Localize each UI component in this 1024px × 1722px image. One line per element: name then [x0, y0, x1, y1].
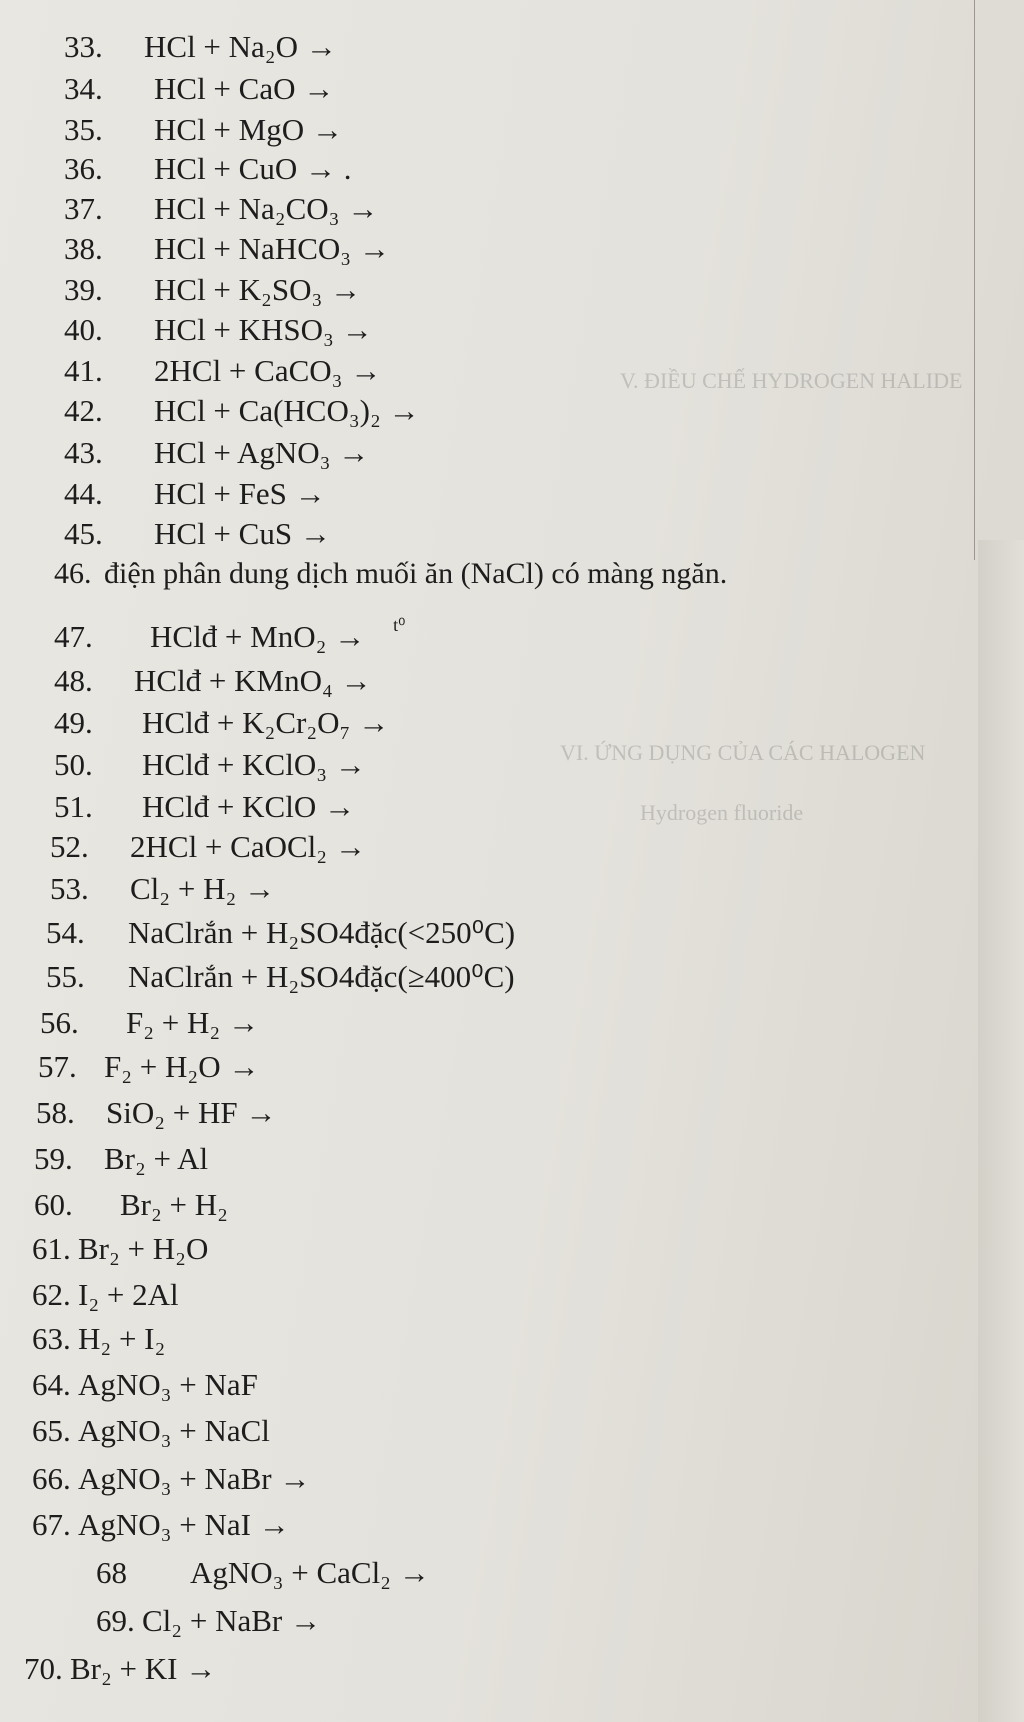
exercise-line [36, 1096, 276, 1130]
exercise-number: 50. [54, 747, 93, 782]
exercise-line [54, 557, 727, 591]
equation: NaClrắn + H₂SO4đặc(≥400⁰C) [128, 959, 515, 994]
equation: HCl + AgNO₃ → [154, 435, 370, 470]
exercise-line [54, 615, 406, 658]
equation: AgNO₃ + NaF [78, 1367, 258, 1402]
exercise-line [34, 1188, 228, 1222]
exercise-line [38, 1050, 259, 1084]
exercise-number: 39. [64, 272, 103, 307]
exercise-line [64, 436, 369, 470]
exercise-line [50, 872, 275, 906]
exercise-number: 35. [64, 112, 103, 147]
exercise-line [46, 916, 515, 950]
exercise-number: 69. [96, 1603, 135, 1638]
exercise-number: 48. [54, 663, 93, 698]
exercise-line [64, 72, 334, 106]
bleed-through-text: VI. ỨNG DỤNG CỦA CÁC HALOGEN [560, 740, 926, 765]
paper-fold [974, 0, 975, 560]
exercise-number: 44. [64, 476, 103, 511]
exercise-number: 68 [96, 1555, 127, 1590]
exercise-number: 64. [32, 1367, 71, 1402]
exercise-line [54, 664, 372, 698]
exercise-number: 65. [32, 1413, 71, 1448]
exercise-line [34, 1142, 208, 1176]
equation: AgNO₃ + CaCl₂ → [190, 1555, 430, 1590]
paper-edge [978, 540, 1024, 1722]
exercise-line [50, 830, 366, 864]
equation: HCl + FeS → [154, 476, 326, 511]
equation: HCl + KHSO₃ → [154, 312, 373, 347]
exercise-number: 40. [64, 312, 103, 347]
exercise-number: 63. [32, 1321, 71, 1356]
equation: HCl + CuS → [154, 516, 331, 551]
exercise-line [64, 354, 381, 388]
equation: HCl + CuO → . [154, 151, 352, 186]
equation: Cl₂ + NaBr → [142, 1603, 321, 1638]
exercise-line [32, 1232, 208, 1266]
equation: AgNO₃ + NaBr → [78, 1461, 311, 1496]
exercise-line [64, 517, 331, 551]
equation: F₂ + H₂ → [126, 1005, 259, 1040]
equation: HCl + Na₂CO₃ → [154, 191, 379, 226]
equation: HCl + CaO → [154, 71, 335, 106]
exercise-line [64, 313, 373, 347]
exercise-number: 70. [24, 1651, 63, 1686]
exercise-line [54, 748, 366, 782]
exercise-line [32, 1414, 270, 1448]
exercise-number: 53. [50, 871, 89, 906]
equation: HClđ + MnO₂ → [150, 619, 366, 654]
equation: HCl + Na₂O → [144, 29, 337, 64]
exercise-line [64, 477, 326, 511]
equation: Br₂ + KI → [70, 1651, 217, 1686]
exercise-line [64, 113, 343, 147]
equation: HClđ + K₂Cr₂O₇ → [142, 705, 390, 740]
reaction-condition: t⁰ [393, 615, 406, 635]
exercise-line [64, 394, 420, 428]
equation: F₂ + H₂O → [104, 1049, 260, 1084]
equation: Br₂ + H₂O [78, 1231, 209, 1266]
exercise-line [32, 1322, 165, 1356]
equation: Cl₂ + H₂ → [130, 871, 276, 906]
exercise-number: 52. [50, 829, 89, 864]
exercise-number: 43. [64, 435, 103, 470]
equation: AgNO₃ + NaCl [78, 1413, 270, 1448]
exercise-line [32, 1508, 290, 1542]
exercise-line [64, 192, 378, 226]
equation: I₂ + 2Al [78, 1277, 179, 1312]
exercise-number: 46. [54, 557, 92, 590]
exercise-number: 47. [54, 619, 93, 654]
exercise-line [46, 960, 515, 994]
equation: HClđ + KClO₃ → [142, 747, 366, 782]
exercise-number: 42. [64, 393, 103, 428]
exercise-line [64, 30, 337, 64]
equation: 2HCl + CaOCl₂ → [130, 829, 366, 864]
equation: H₂ + I₂ [78, 1321, 166, 1356]
exercise-number: 37. [64, 191, 103, 226]
exercise-number: 57. [38, 1049, 77, 1084]
equation: NaClrắn + H₂SO4đặc(<250⁰C) [128, 915, 516, 950]
exercise-line [64, 273, 361, 307]
exercise-number: 54. [46, 915, 85, 950]
exercise-number: 62. [32, 1277, 71, 1312]
exercise-number: 45. [64, 516, 103, 551]
exercise-number: 66. [32, 1461, 71, 1496]
exercise-line [54, 790, 355, 824]
bleed-through-text: Hydrogen fluoride [640, 800, 804, 825]
exercise-line [32, 1278, 179, 1312]
exercise-number: 60. [34, 1187, 73, 1222]
exercise-number: 38. [64, 231, 103, 266]
exercise-line [54, 706, 389, 740]
equation: SiO₂ + HF → [106, 1095, 277, 1130]
equation: Br₂ + H₂ [120, 1187, 228, 1222]
exercise-number: 34. [64, 71, 103, 106]
exercise-line [40, 1006, 259, 1040]
exercise-line [24, 1652, 216, 1686]
exercise-number: 58. [36, 1095, 75, 1130]
equation: HCl + Ca(HCO₃)₂ → [154, 393, 420, 428]
exercise-line [64, 232, 390, 266]
exercise-number: 41. [64, 353, 103, 388]
exercise-number: 51. [54, 789, 93, 824]
equation: HCl + K₂SO₃ → [154, 272, 362, 307]
equation: HCl + NaHCO₃ → [154, 231, 390, 266]
exercise-number: 59. [34, 1141, 73, 1176]
exercise-number: 56. [40, 1005, 79, 1040]
exercise-number: 67. [32, 1507, 71, 1542]
exercise-number: 33. [64, 29, 103, 64]
exercise-number: 55. [46, 959, 85, 994]
exercise-line [32, 1368, 258, 1402]
exercise-line [96, 1556, 430, 1590]
equation: AgNO₃ + NaI → [78, 1507, 290, 1542]
equation: HClđ + KMnO₄ → [134, 663, 372, 698]
equation: HCl + MgO → [154, 112, 343, 147]
exercise-line [32, 1462, 310, 1496]
exercise-line [64, 152, 351, 186]
exercise-number: 36. [64, 151, 103, 186]
equation: HClđ + KClO → [142, 789, 355, 824]
exercise-number: 61. [32, 1231, 71, 1266]
bleed-through-text: V. ĐIỀU CHẾ HYDROGEN HALIDE [620, 368, 963, 393]
exercise-number: 49. [54, 705, 93, 740]
exercise-line [96, 1604, 321, 1638]
equation: Br₂ + Al [104, 1141, 209, 1176]
equation: 2HCl + CaCO₃ → [154, 353, 382, 388]
equation: điện phân dung dịch muối ăn (NaCl) có màng ngăn. [104, 557, 728, 590]
